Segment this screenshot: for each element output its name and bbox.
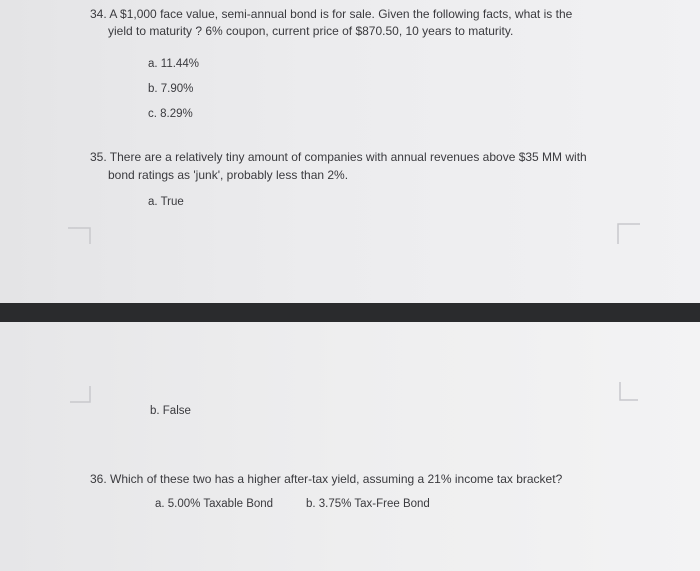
crop-mark-bottom-left-icon (62, 378, 102, 412)
question-35-option-a: a. True (148, 196, 184, 208)
page-bottom (0, 322, 700, 571)
question-36-line1: 36. Which of these two has a higher after-tax yield, assuming a 21% income tax bracket? (90, 472, 563, 486)
question-34-option-c: c. 8.29% (148, 108, 193, 120)
question-34-option-a: a. 11.44% (148, 58, 199, 70)
question-35-line1: 35. There are a relatively tiny amount of companies with annual revenues above $35 MM with (90, 150, 587, 164)
question-34-option-b: b. 7.90% (148, 83, 194, 95)
question-35-line2: bond ratings as 'junk', probably less than 2%. (108, 168, 349, 182)
crop-mark-right-icon (612, 218, 652, 252)
question-35-option-b: b. False (150, 405, 191, 417)
question-34-line1: 34. A $1,000 face value, semi-annual bond is for sale. Given the following facts, what is the (90, 7, 573, 21)
crop-mark-left-icon (60, 222, 100, 252)
crop-mark-bottom-right-icon (612, 376, 652, 410)
question-34-line2: yield to maturity ? 6% coupon, current price of $870.50, 10 years to maturity. (108, 24, 514, 38)
question-36-option-b: b. 3.75% Tax-Free Bond (306, 498, 430, 510)
question-36-option-a: a. 5.00% Taxable Bond (155, 498, 274, 510)
